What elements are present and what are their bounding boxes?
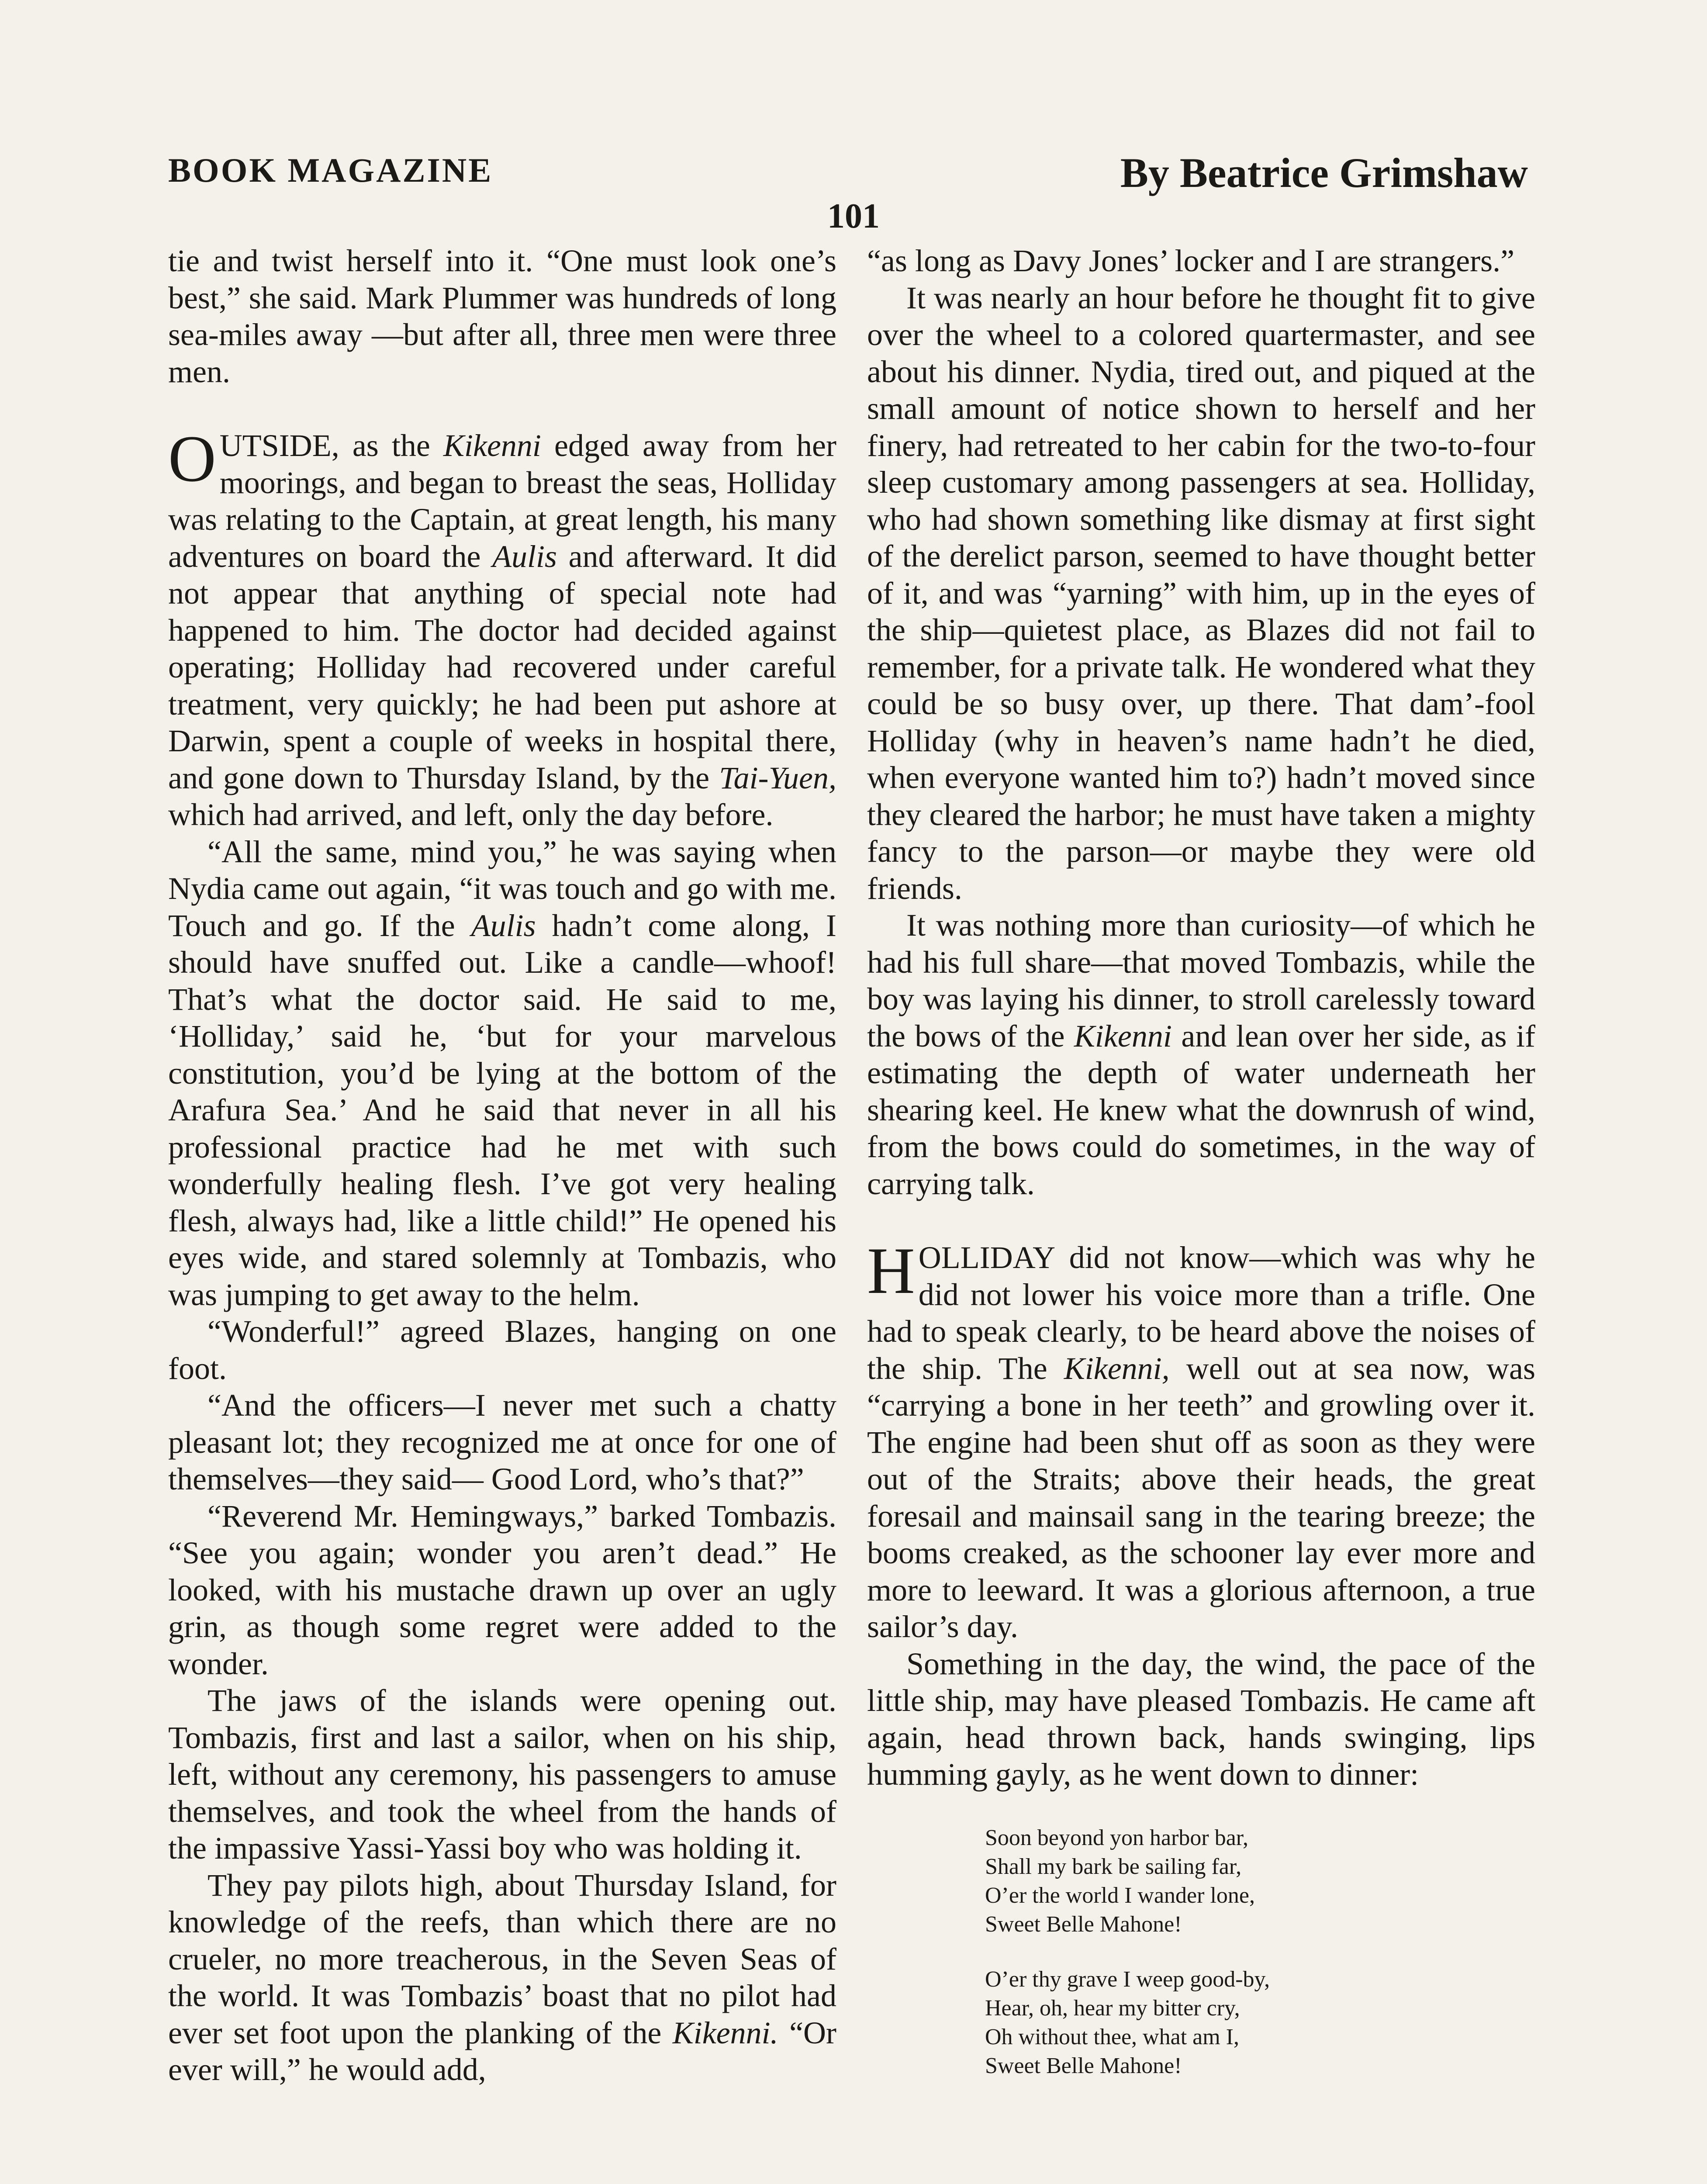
running-header-author: By Beatrice Grimshaw — [1120, 149, 1528, 196]
paragraph: “And the officers—I never met such a chatty pleasant lot; they recognized me at once for one of themselves—they said— Good Lord, who’s that?” — [168, 1388, 836, 1496]
verse-line: Sweet Belle Mahone! — [985, 2053, 1182, 2078]
ship-name: Aulis — [471, 908, 536, 943]
stanza — [985, 1824, 1535, 1939]
paragraph-section-start — [867, 1234, 1536, 1645]
text-run: and lean over her side, as if estimating the depth of water underneath her shearing keel. He knew what the downrush of wind, from the bows could do sometimes, in the way of carrying talk. — [867, 1018, 1535, 1201]
paragraph: “Reverend Mr. Hemingways,” barked Tombazis. “See you again; wonder you aren’t dead.” He looked, with his mustache drawn up over an ugly grin, as though some regret were added to the wonder. — [168, 1498, 836, 1681]
left-column — [168, 242, 836, 2088]
paragraph: “Wonderful!” agreed Blazes, hanging on one foot. — [168, 1314, 836, 1386]
paragraph: The jaws of the islands were opening out. Tombazis, first and last a sailor, when on his ship, left, without any ceremony, his passengers to amuse themselves, and took the wheel from the hands of the impassive Yassi-Yassi boy who was holding it. — [168, 1683, 836, 1866]
verse-line: Soon beyond yon harbor bar, — [985, 1825, 1249, 1850]
right-column — [867, 242, 1535, 2107]
paragraph: tie and twist herself into it. “One must look one’s best,” she said. Mark Plummer was hundreds of long sea-miles away —but after all, three men were three men. — [168, 243, 836, 389]
text-run: They pay pilots high, about Thursday Island, for knowledge of the reefs, than which there are no crueler, no more treacherous, in the Seven Seas of the world. It was Tombazis’ boast that no pilot had ever set foot upon the planking of the — [168, 1867, 836, 2050]
text-run: edged away from her moorings, and began to breast the seas, Holliday was relating to the Captain, at great length, his many adventures on board the — [168, 428, 836, 574]
ship-name: Tai-Yuen, — [719, 760, 836, 795]
text-run: OLLIDAY did not know—which was why he did not lower his voice more than a trifle. One had to speak clearly, to be heard above the noises of the ship. The — [867, 1240, 1535, 1386]
ship-name: Aulis — [492, 539, 557, 574]
text-run: It was nothing more than curiosity—of which he had his full share—that moved Tombazis, while the boy was laying his dinner, to stroll carelessly toward the bows of the — [867, 908, 1535, 1054]
text-run: and afterward. It did not appear that anything of special note had happened to him. The doctor had decided against operating; Holliday had recovered under careful treatment, very quickly; he had been put ashore at Darwin, spent a couple of weeks in hospital there, and gone down to Thursday Island, by the — [168, 539, 836, 795]
song-verse — [985, 1824, 1535, 2080]
paragraph-section-start — [168, 422, 836, 833]
ship-name: Kikenni, — [1064, 1351, 1170, 1386]
paragraph: Something in the day, the wind, the pace of the little ship, may have pleased Tombazis. He came aft again, head thrown back, hands swinging, lips humming gayly, as he went down to dinner: — [867, 1646, 1535, 1792]
page-number: 101 — [827, 197, 880, 235]
paragraph: “as long as Davy Jones’ locker and I are strangers.” — [867, 243, 1515, 278]
paragraph: It was nearly an hour before he thought fit to give over the wheel to a colored quartermaster, and see about his dinner. Nydia, tired out, and piqued at the small amount of notice shown to herself and her finery, had retreated to her cabin for the two-to-four sleep customary among passengers at sea. Holliday, who had shown something like dismay at first sight of the derelict parson, seemed to have thought better of it, and was “yarning” with him, up in the eyes of the ship—quietest place, as Blazes did not fail to remember, for a private talk. He wondered what they could be so busy over, up there. That dam’-fool Holliday (why in heaven’s name hadn’t he died, when everyone wanted him to?) hadn’t moved since they cleared the harbor; he must have taken a mighty fancy to the parson—or maybe they were old friends. — [867, 280, 1535, 906]
paragraph — [168, 833, 836, 1313]
text-run: “All the same, mind you,” he was saying when Nydia came out again, “it was touch and go with me. Touch and go. If the — [168, 834, 836, 943]
drop-cap: H — [867, 1234, 915, 1307]
drop-cap: O — [168, 422, 216, 495]
verse-line: Oh without thee, what am I, — [985, 2024, 1239, 2049]
verse-line: Hear, oh, hear my bitter cry, — [985, 1995, 1240, 2021]
verse-line: Sweet Belle Mahone! — [985, 1911, 1182, 1937]
text-run: which had arrived, and left, only the day before. — [168, 797, 774, 832]
text-run: hadn’t come along, I should have snuffed out. Like a candle—whoof! That’s what the doctor said. He said to me, ‘Holliday,’ said he, ‘but for your marvelous constitution, you’d be lying at the bottom of the Arafura Sea.’ And he said that never in all his professional practice had he met with such wonderfully healing flesh. I’ve got very healing flesh, always had, like a little child!” He opened his eyes wide, and stared solemnly at Tombazis, who was jumping to get away to the helm. — [168, 908, 837, 1312]
ship-name: Kikenni. — [672, 2015, 778, 2050]
running-header-magazine: BOOK MAGAZINE — [168, 151, 493, 189]
ship-name: Kikenni — [1074, 1018, 1172, 1054]
stanza — [985, 1965, 1535, 2080]
ship-name: Kikenni — [443, 428, 541, 463]
text-run: well out at sea now, was “carrying a bone in her teeth” and growling over it. The engine had been shut off as soon as they were out of the Straits; above their heads, the great foresail and mainsail sang in the tearing breeze; the booms creaked, as the schooner lay ever more and more to leeward. It was a glorious afternoon, a true sailor’s day. — [867, 1351, 1536, 1644]
paragraph — [168, 1867, 836, 2088]
text-run: “Or ever will,” he would add, — [168, 2015, 836, 2087]
verse-line: O’er the world I wander lone, — [985, 1883, 1255, 1908]
paragraph — [867, 907, 1535, 1202]
verse-line: Shall my bark be sailing far, — [985, 1854, 1242, 1879]
text-run: UTSIDE, as the — [219, 428, 443, 463]
verse-line: O’er thy grave I weep good-by, — [985, 1966, 1270, 1992]
